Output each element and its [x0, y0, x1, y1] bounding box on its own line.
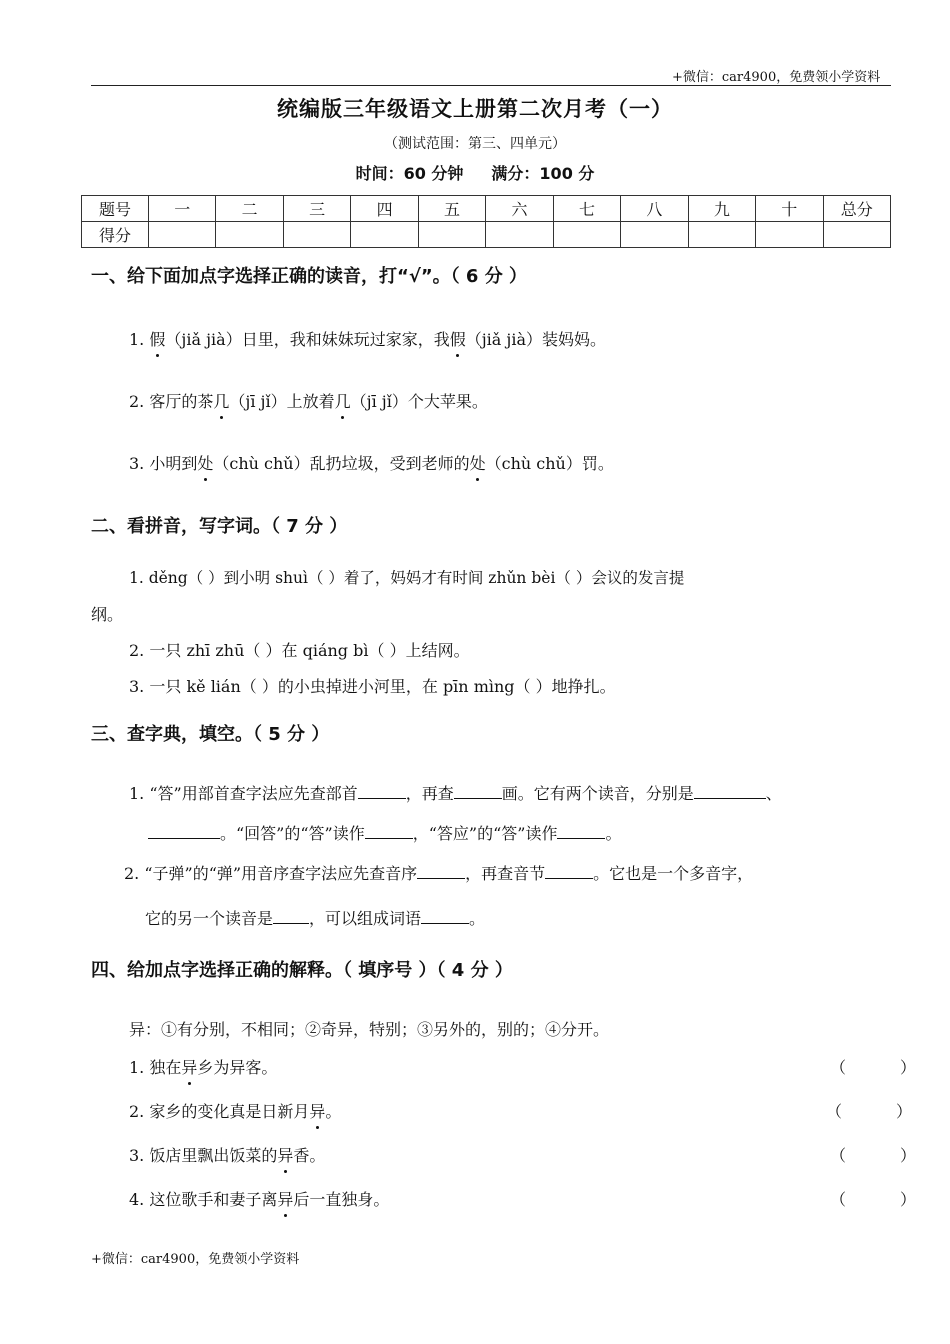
s4-question-4: [129, 1187, 389, 1210]
score-table-cell: 八: [621, 196, 688, 222]
paren-close: ）: [900, 1190, 917, 1209]
s2-question-3[interactable]: 3. 一只 kě lián（ ）的小虫掉进小河里，在 pīn mìng（ ）地挣扎。: [129, 677, 616, 696]
dotted-char: 处: [470, 451, 486, 474]
score-table-cell: 得分: [82, 222, 149, 248]
s4-answer-box-1[interactable]: [830, 1055, 916, 1078]
s4-answer-box-2[interactable]: [826, 1099, 912, 1122]
score-table-cell: 题号: [82, 196, 149, 222]
score-table-cell: 五: [418, 196, 485, 222]
s4-definition: 异：①有分别，不相同；②奇异，特别；③另外的，别的；④分开。: [129, 1020, 610, 1039]
score-input-cell[interactable]: [553, 222, 620, 248]
q-text: ，“答应”的“答”读作: [412, 824, 558, 843]
q-text: 2. 家乡的变化真是日新月: [129, 1102, 310, 1121]
answer-blank[interactable]: [454, 784, 502, 799]
s4-answer-box-3[interactable]: [830, 1143, 916, 1166]
paren-open: （: [830, 1058, 847, 1077]
q-text: ，再查音节: [465, 864, 546, 883]
q-text[interactable]: （chù chǔ）罚。: [485, 454, 614, 473]
answer-blank[interactable]: [148, 824, 220, 839]
q-text: 。: [469, 909, 486, 928]
score-table-cell: 六: [486, 196, 553, 222]
paren-open: （: [830, 1146, 847, 1165]
score-table-cell: 十: [756, 196, 823, 222]
dotted-char: 异: [277, 1187, 293, 1210]
s2-question-2[interactable]: 2. 一只 zhī zhū（ ）在 qiáng bì（ ）上结网。: [129, 641, 470, 660]
header-note: +微信：car4900，免费领小学资料: [672, 70, 881, 85]
q-text: 4. 这位歌手和妻子离: [129, 1190, 278, 1209]
score-input-cell[interactable]: [688, 222, 755, 248]
dotted-char: 假: [450, 327, 466, 350]
dotted-char: 几: [213, 389, 229, 412]
footer-note: +微信：car4900，免费领小学资料: [91, 1252, 300, 1267]
score-table-header-row: [82, 196, 891, 222]
answer-blank[interactable]: [273, 909, 309, 924]
section-1-heading: 一、给下面加点字选择正确的读音，打“√”。（ 6 分 ）: [91, 266, 527, 287]
q-text: 2. 客厅的茶: [129, 392, 214, 411]
score-table-cell: 二: [216, 196, 283, 222]
time-label: 时间：60 分钟: [355, 164, 464, 183]
q-text[interactable]: （jī jǐ）上放着: [229, 392, 335, 411]
score-table-cell: 七: [553, 196, 620, 222]
s1-question-3: [129, 451, 614, 474]
paren-close: ）: [896, 1102, 913, 1121]
s3-question-1-line-2: [148, 821, 621, 844]
score-input-cell[interactable]: [283, 222, 350, 248]
score-table-cell: 九: [688, 196, 755, 222]
s1-question-1: [129, 327, 606, 350]
answer-blank[interactable]: [694, 784, 766, 799]
s1-question-2: [129, 389, 488, 412]
score-input-cell[interactable]: [756, 222, 823, 248]
q-text: 3. 饭店里飘出饭菜的: [129, 1146, 278, 1165]
q-text: 。: [325, 1102, 342, 1121]
paren-open: （: [830, 1190, 847, 1209]
q-text: 乡为异客。: [197, 1058, 278, 1077]
q-text: 后一直独身。: [293, 1190, 390, 1209]
s4-question-2: [129, 1099, 341, 1122]
answer-blank[interactable]: [365, 824, 413, 839]
q-text: 1. “答”用部首查字法应先查部首: [129, 784, 358, 803]
header-rule: [91, 85, 891, 86]
paren-open: （: [826, 1102, 843, 1121]
full-score-label: 满分：100 分: [491, 164, 595, 183]
score-input-cell[interactable]: [216, 222, 283, 248]
section-2-heading: 二、看拼音，写字词。（ 7 分 ）: [91, 516, 348, 537]
s4-question-3: [129, 1143, 325, 1166]
score-table: [81, 195, 891, 248]
q-text[interactable]: （jiǎ jià）装妈妈。: [465, 330, 607, 349]
q-text: 。“回答”的“答”读作: [220, 824, 365, 843]
s3-question-2-line-2: [145, 906, 485, 929]
dotted-char: 假: [149, 327, 165, 350]
dotted-char: 几: [335, 389, 351, 412]
answer-blank[interactable]: [557, 824, 605, 839]
time-score-line: [0, 161, 950, 184]
score-table-cell: 三: [283, 196, 350, 222]
paren-close: ）: [900, 1058, 917, 1077]
dotted-char: 异: [181, 1055, 197, 1078]
q-text[interactable]: （chù chǔ）乱扔垃圾，受到老师的: [213, 454, 470, 473]
q-text: 1.: [129, 330, 150, 349]
q-text: 3. 小明到: [129, 454, 198, 473]
q-text: 它的另一个读音是: [145, 909, 274, 928]
q-text: 、: [765, 784, 782, 803]
score-input-cell[interactable]: [351, 222, 418, 248]
section-3-heading: 三、查字典，填空。（ 5 分 ）: [91, 724, 330, 745]
score-input-cell[interactable]: [823, 222, 890, 248]
score-input-cell[interactable]: [418, 222, 485, 248]
q-text: ，可以组成词语: [309, 909, 422, 928]
answer-blank[interactable]: [545, 864, 593, 879]
dotted-char: 异: [309, 1099, 325, 1122]
score-input-cell[interactable]: [486, 222, 553, 248]
q-text: 。: [605, 824, 622, 843]
answer-blank[interactable]: [358, 784, 406, 799]
score-table-score-row: [82, 222, 891, 248]
answer-blank[interactable]: [417, 864, 465, 879]
dotted-char: 处: [197, 451, 213, 474]
q-text: 2. “子弹”的“弹”用音序查字法应先查音序: [124, 864, 418, 883]
section-4-heading: 四、给加点字选择正确的解释。（ 填序号 ）（ 4 分 ）: [91, 960, 513, 981]
page-title: 统编版三年级语文上册第二次月考（一）: [277, 97, 673, 121]
dotted-char: 异: [277, 1143, 293, 1166]
score-table-cell: 一: [149, 196, 216, 222]
s3-question-2-line-1: [124, 861, 753, 884]
score-table-cell: 四: [351, 196, 418, 222]
q-text: 。它也是一个多音字，: [593, 864, 754, 883]
answer-blank[interactable]: [421, 909, 469, 924]
q-text[interactable]: （jiǎ jià）日里，我和妹妹玩过家家，我: [165, 330, 450, 349]
q-text[interactable]: （jī jǐ）个大苹果。: [350, 392, 488, 411]
q-text: ，再查: [405, 784, 454, 803]
score-input-cell[interactable]: [149, 222, 216, 248]
q-text: 1. 独在: [129, 1058, 182, 1077]
s4-answer-box-4[interactable]: [830, 1187, 916, 1210]
s3-question-1-line-1: [129, 781, 782, 804]
score-table-cell: 总分: [823, 196, 890, 222]
page-subtitle: （测试范围：第三、四单元）: [384, 136, 566, 152]
paren-close: ）: [900, 1146, 917, 1165]
s2-question-1-line-1[interactable]: 1. děng（ ）到小明 shuì（ ）着了，妈妈才有时间 zhǔn bèi（ ）会议的发言提: [129, 569, 685, 587]
s2-question-1-line-2: 纲。: [91, 605, 124, 624]
score-input-cell[interactable]: [621, 222, 688, 248]
s4-question-1: [129, 1055, 277, 1078]
q-text: 画。它有两个读音，分别是: [501, 784, 694, 803]
q-text: 香。: [293, 1146, 326, 1165]
